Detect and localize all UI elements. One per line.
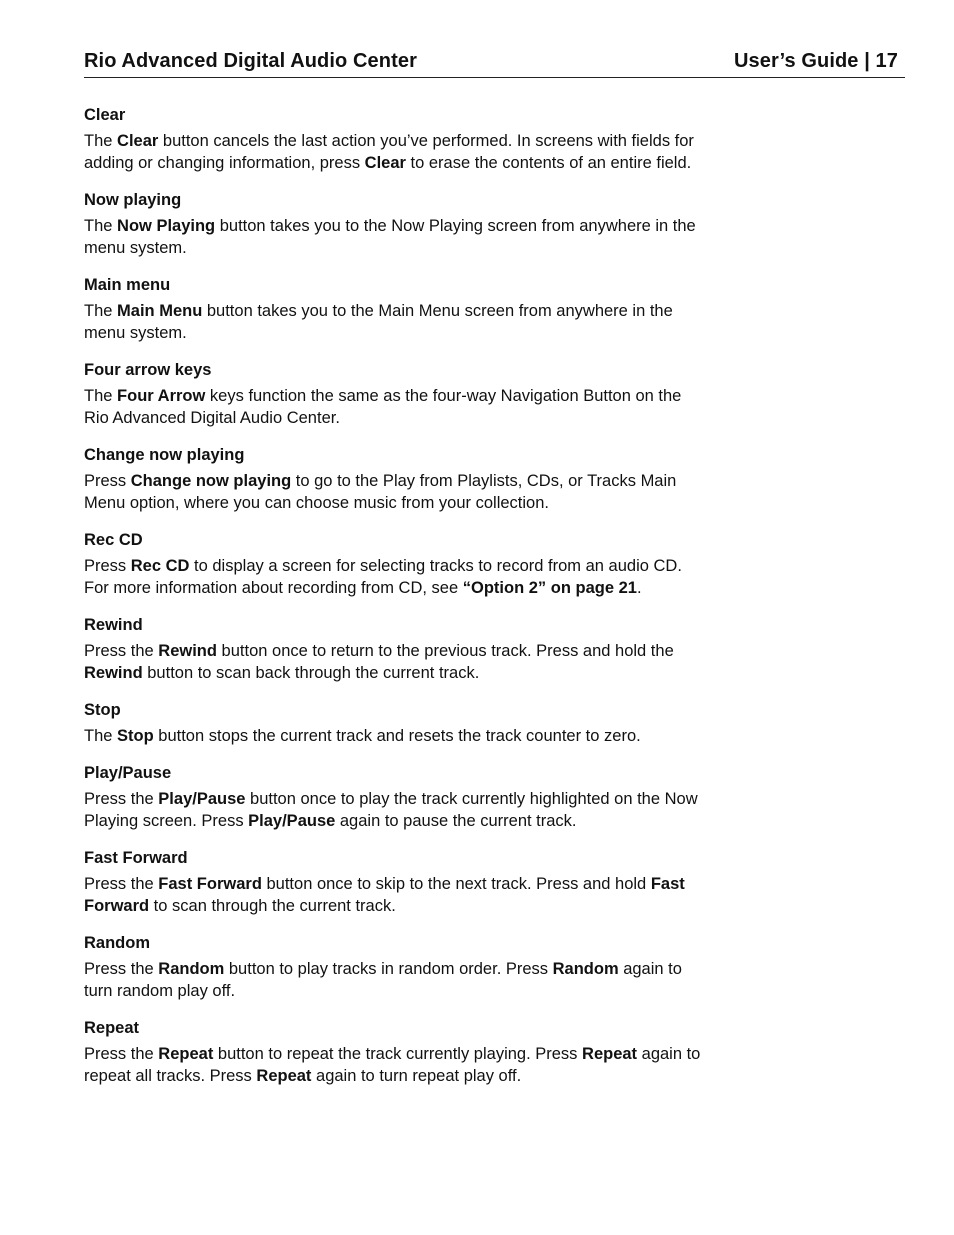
section-body (84, 215, 709, 259)
body-text: again to pause the current track. (335, 812, 577, 830)
bold-term: Rec CD (130, 557, 190, 575)
section-body (84, 1043, 709, 1087)
body-text: button takes you to the Now Playing screen from anywhere in the menu system. (84, 217, 696, 257)
section-title: Now playing (84, 191, 182, 209)
section-fast-forward (84, 847, 709, 917)
section-title: Rewind (84, 616, 143, 634)
body-text: Press the (84, 642, 159, 660)
bold-term: Repeat (158, 1045, 214, 1063)
bold-term: Random (158, 960, 225, 978)
body-text: Press (84, 472, 131, 490)
bold-term: Four Arrow (117, 387, 206, 405)
body-text: button to scan back through the current track. (142, 664, 480, 682)
body-text: The (84, 727, 118, 745)
body-text: The (84, 302, 118, 320)
bold-term: Fast Forward (84, 875, 685, 915)
page-header (84, 48, 905, 78)
body-text: button once to play the track currently highlighted on the Now Playing screen. Press (84, 790, 698, 830)
document-title: Rio Advanced Digital Audio Center (84, 50, 417, 72)
section-body (84, 300, 709, 344)
section-body (84, 873, 709, 917)
section-body (84, 725, 709, 747)
body-text: Press (84, 557, 131, 575)
page-number-label: User’s Guide | 17 (733, 50, 898, 72)
body-text: to display a screen for selecting tracks to record from an audio CD. For more information about recording from CD, see (84, 557, 682, 597)
body-text: to erase the contents of an entire field. (405, 154, 692, 172)
body-text: The (84, 132, 118, 150)
bold-term: Repeat (256, 1067, 312, 1085)
body-text: The (84, 387, 118, 405)
bold-term: Now Playing (117, 217, 216, 235)
section-title: Stop (84, 701, 121, 719)
body-text: again to repeat all tracks. Press (84, 1045, 701, 1085)
bold-term: Play/Pause (248, 812, 336, 830)
bold-term: Rewind (84, 664, 143, 682)
bold-term: Clear (364, 154, 406, 172)
bold-term: Main Menu (117, 302, 203, 320)
section-body (84, 555, 709, 599)
section-title: Rec CD (84, 531, 143, 549)
section-play-pause (84, 762, 709, 832)
section-main-menu (84, 274, 709, 344)
bold-term: Change now playing (130, 472, 292, 490)
section-title: Change now playing (84, 446, 245, 464)
section-title: Main menu (84, 276, 171, 294)
body-text: button stops the current track and resets the track counter to zero. (153, 727, 641, 745)
section-body (84, 130, 709, 174)
bold-term: “Option 2” on page 21 (462, 579, 637, 597)
body-text: button takes you to the Main Menu screen from anywhere in the menu system. (84, 302, 673, 342)
section-body (84, 385, 709, 429)
section-rec-cd (84, 529, 709, 599)
section-now-playing (84, 189, 709, 259)
bold-term: Rewind (158, 642, 217, 660)
section-title: Repeat (84, 1019, 140, 1037)
section-random (84, 932, 709, 1002)
body-text: button once to skip to the next track. Press and hold (261, 875, 651, 893)
body-text: . (636, 579, 642, 597)
section-body (84, 470, 709, 514)
body-text: Press the (84, 960, 159, 978)
body-text: keys function the same as the four-way Navigation Button on the Rio Advanced Digital Audio Center. (84, 387, 682, 427)
section-title: Fast Forward (84, 849, 188, 867)
main-content (84, 104, 709, 1102)
body-text: button to play tracks in random order. Press (224, 960, 553, 978)
section-body (84, 640, 709, 684)
section-four-arrow-keys (84, 359, 709, 429)
section-clear (84, 104, 709, 174)
bold-term: Clear (117, 132, 159, 150)
body-text: The (84, 217, 118, 235)
body-text: to go to the Play from Playlists, CDs, or Tracks Main Menu option, where you can choose music from your collection. (84, 472, 677, 512)
bold-term: Play/Pause (158, 790, 246, 808)
body-text: button to repeat the track currently playing. Press (213, 1045, 583, 1063)
bold-term: Fast Forward (158, 875, 262, 893)
section-rewind (84, 614, 709, 684)
body-text: again to turn repeat play off. (311, 1067, 522, 1085)
section-title: Random (84, 934, 150, 952)
section-stop (84, 699, 709, 747)
body-text: button once to return to the previous track. Press and hold the (216, 642, 674, 660)
bold-term: Stop (117, 727, 154, 745)
section-repeat (84, 1017, 709, 1087)
body-text: button cancels the last action you’ve performed. In screens with fields for adding or changing information, press (84, 132, 694, 172)
section-body (84, 958, 709, 1002)
section-body (84, 788, 709, 832)
section-change-now-playing (84, 444, 709, 514)
body-text: Press the (84, 875, 159, 893)
section-title: Play/Pause (84, 764, 172, 782)
bold-term: Repeat (582, 1045, 638, 1063)
body-text: Press the (84, 1045, 159, 1063)
section-title: Four arrow keys (84, 361, 212, 379)
body-text: to scan through the current track. (149, 897, 396, 915)
section-title: Clear (84, 106, 126, 124)
body-text: again to turn random play off. (84, 960, 682, 1000)
bold-term: Random (552, 960, 619, 978)
body-text: Press the (84, 790, 159, 808)
